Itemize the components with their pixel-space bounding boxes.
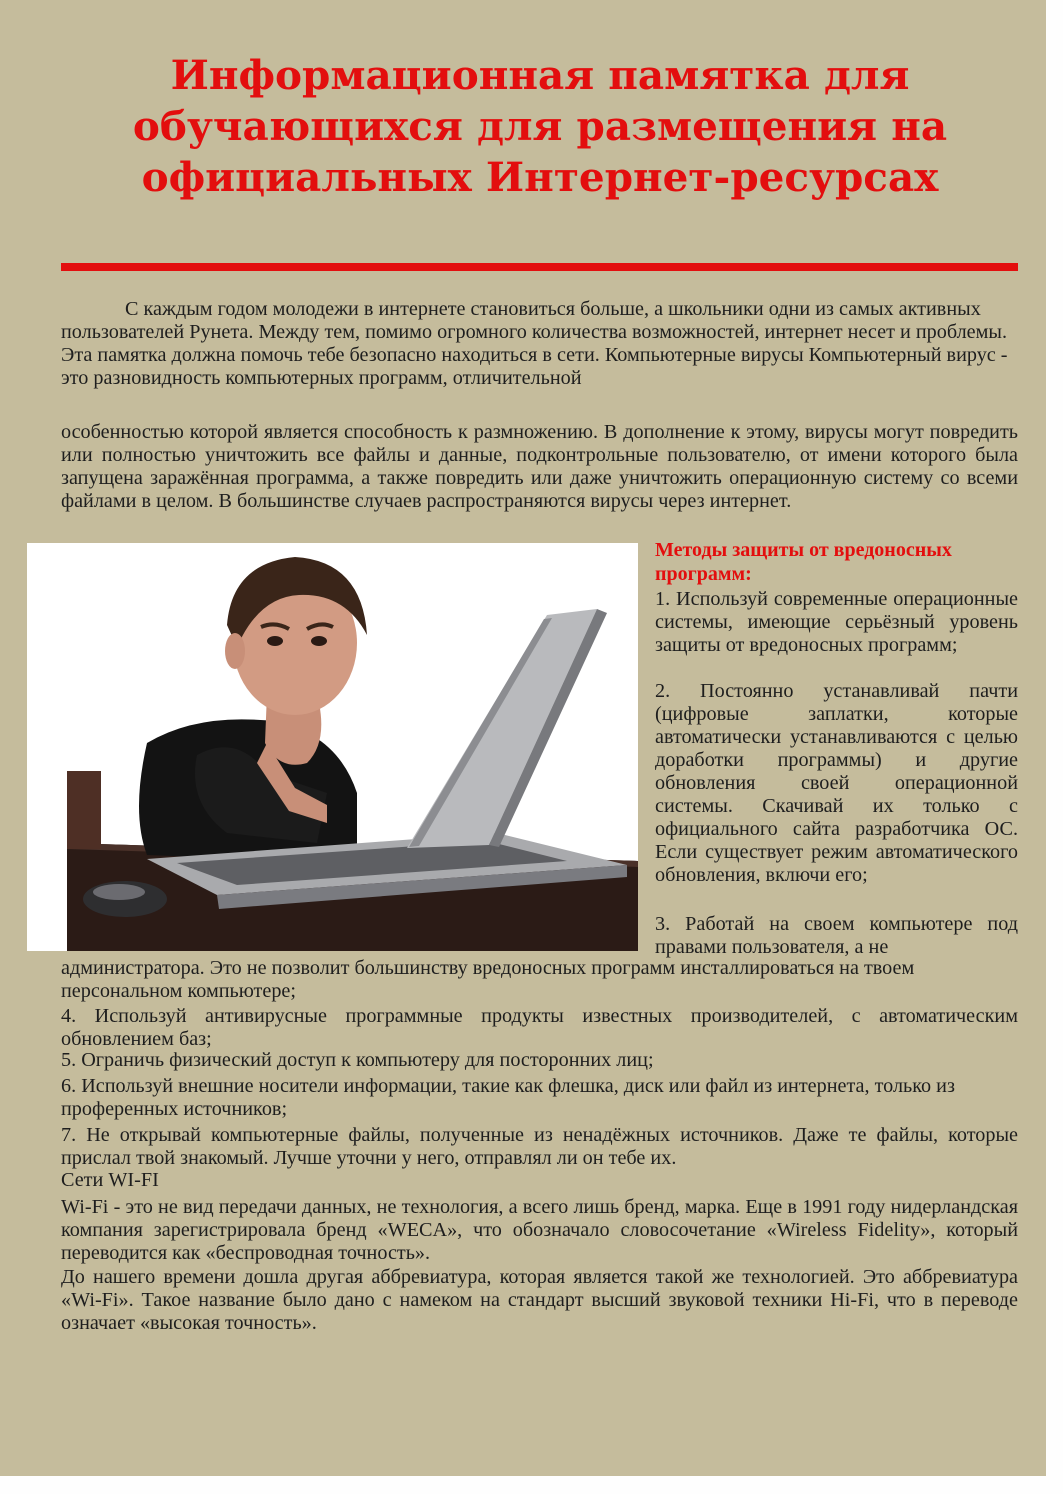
method-item-2: 2. Постоянно устанавливай пачти (цифровые заплатки, которые автоматически устанавливаются с целью доработки программы) и другие обновления своей операционной системы. Скачивай их только с официального сайта разработчика ОС. Если существует режим автоматического обновления, включи его; bbox=[655, 680, 1018, 886]
wifi-paragraph-2: До нашего времени дошла другая аббревиатура, которая является такой же технологией. Это аббревиатура «Wi-Fi». Такое название было дано с намеком на стандарт высший звуковой техники Hi-Fi, что в переводе означает «высокая точность». bbox=[61, 1266, 1018, 1334]
methods-heading: Методы защиты от вредоносных программ: bbox=[655, 539, 952, 585]
title-divider bbox=[61, 263, 1018, 271]
method-item-3-start: 3. Работай на своем компьютере под правами пользователя, а не bbox=[655, 913, 1018, 958]
method-item-7: 7. Не открывай компьютерные файлы, полученные из ненадёжных источников. Даже те файлы, которые прислал твой знакомый. Лучше уточни у него, отправлял ли он тебе их. bbox=[61, 1124, 1018, 1169]
method-item-4: 4. Используй антивирусные программные продукты известных производителей, с автоматическим обновлением баз; bbox=[61, 1005, 1018, 1050]
wifi-heading: Сети WI-FI bbox=[61, 1169, 159, 1191]
intro-paragraph: С каждым годом молодежи в интернете становиться больше, а школьники одни из самых активных пользователей Рунета. Между тем, помимо огромного количества возможностей, интернет несет и проблемы. Эта памятка должна помочь тебе безопасно находиться в сети. Компьютерные вирусы Компьютерный вирус - это разновидность компьютерных программ, отличительной bbox=[61, 298, 1008, 389]
virus-paragraph: особенностью которой является способность к размножению. В дополнение к этому, вирусы могут повредить или полностью уничтожить все файлы и данные, подконтрольные пользователю, от имени которого была запущена заражённая программа, а также повредить или даже уничтожить операционную систему со всеми файлами в целом. В большинстве случаев распространяются вирусы через интернет. bbox=[61, 421, 1018, 512]
method-item-1: 1. Используй современные операционные системы, имеющие серьёзный уровень защиты от вредоносных программ; bbox=[655, 588, 1018, 656]
method-item-3-end: администратора. Это не позволит большинству вредоносных программ инсталлироваться на твоем персональном компьютере; bbox=[61, 957, 915, 1002]
boy-with-laptop-photo bbox=[27, 543, 638, 951]
wifi-paragraph-1: Wi-Fi - это не вид передачи данных, не технология, а всего лишь бренд, марка. Еще в 1991 году нидерландская компания зарегистрировала бренд «WECA», что обозначало словосочетание «Wireless Fidelity», который переводится как «беспроводная точность». bbox=[61, 1196, 1018, 1264]
page-title: Информационная памятка для обучающихся для размещения на официальных Интернет-ресурсах bbox=[132, 51, 948, 201]
method-item-6: 6. Используй внешние носители информации, такие как флешка, диск или файл из интернета, только из проференных источников; bbox=[61, 1075, 955, 1120]
method-item-5: 5. Ограничь физический доступ к компьютеру для посторонних лиц; bbox=[61, 1049, 654, 1071]
